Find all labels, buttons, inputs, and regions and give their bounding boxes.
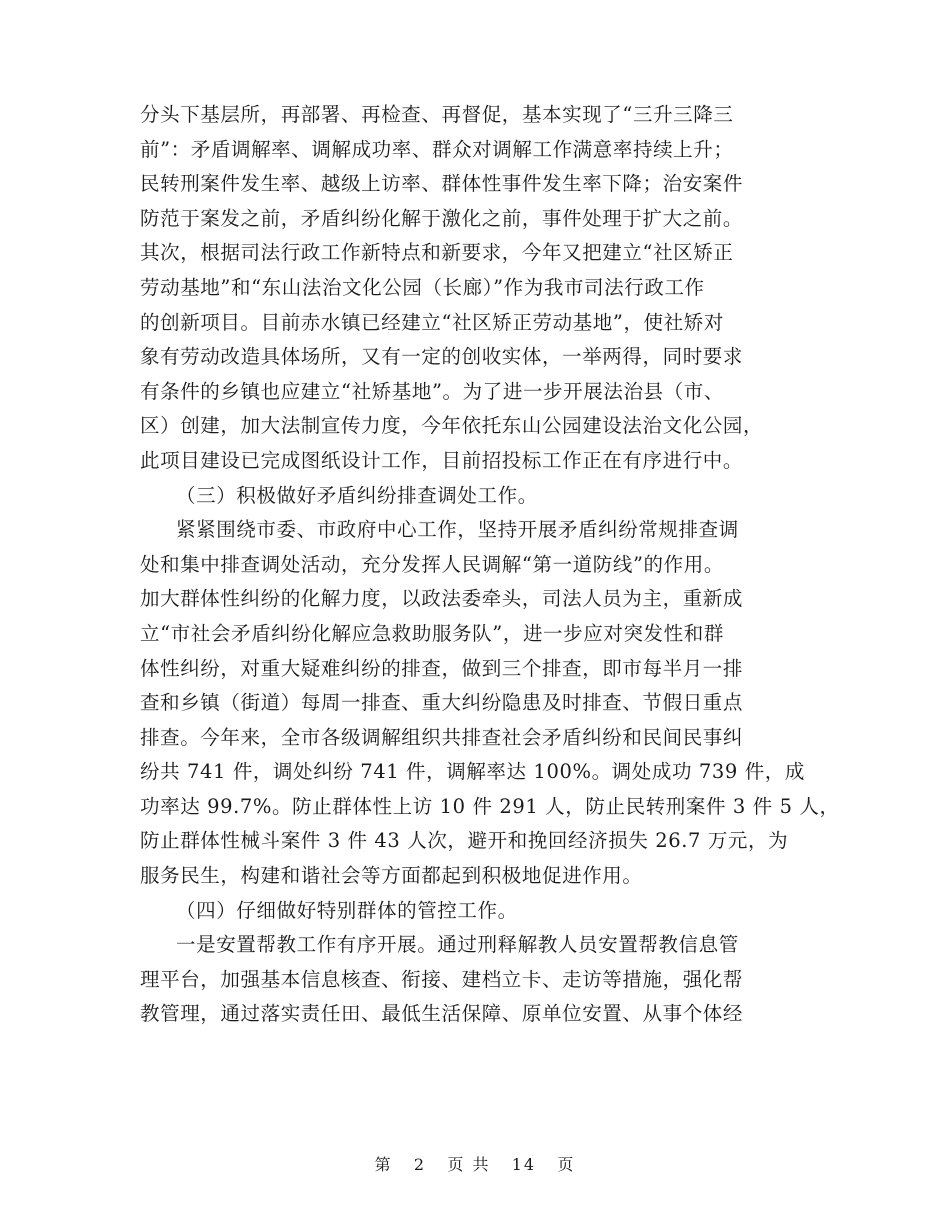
text-line: 服务民生，构建和谐社会等方面都起到积极地促进作用。 [140, 864, 643, 888]
text-line: 加大群体性纠纷的化解力度，以政法委牵头，司法人员为主，重新成 [140, 587, 744, 611]
text-line: 民转刑案件发生率、越级上访率、群体性事件发生率下降；治安案件 [140, 172, 744, 196]
text-line: 查和乡镇（街道）每周一排查、重大纠纷隐患及时排查、节假日重点 [140, 691, 744, 715]
text-line: 象有劳动改造具体场所，又有一定的创收实体，一举两得，同时要求 [140, 345, 744, 369]
page-footer [0, 1152, 950, 1175]
text-line: 前”：矛盾调解率、调解成功率、群众对调解工作满意率持续上升； [140, 137, 734, 161]
text-line: （三）积极做好矛盾纠纷排查调处工作。 [176, 483, 538, 507]
footer-page-number: 2 [413, 1155, 427, 1174]
text-line: 的创新项目。目前赤水镇已经建立“社区矫正劳动基地”，使社矫对 [140, 310, 724, 334]
footer-total-pages: 14 [511, 1155, 537, 1174]
text-line: 防范于案发之前，矛盾纠纷化解于激化之前，事件处理于扩大之前。 [140, 206, 744, 230]
text-line: 一是安置帮教工作有序开展。通过刑释解教人员安置帮教信息管 [176, 933, 739, 957]
text-line: 劳动基地”和“东山法治文化公园（长廊）”作为我市司法行政工作 [140, 275, 705, 299]
text-line: 教管理，通过落实责任田、最低生活保障、原单位安置、从事个体经 [140, 1002, 744, 1026]
text-line: 此项目建设已完成图纸设计工作，目前招投标工作正在有序进行中。 [140, 448, 744, 472]
footer-prefix: 第 [374, 1155, 393, 1174]
text-line: 分头下基层所，再部署、再检查、再督促，基本实现了“三升三降三 [140, 103, 734, 126]
text-line: 体性纠纷，对重大疑难纠纷的排查，做到三个排查，即市每半月一排 [140, 656, 744, 680]
text-line: 防止群体性械斗案件 3 件 43 人次，避开和挽回经济损失 26.7 万元，为 [140, 829, 789, 853]
text-line: 理平台，加强基本信息核查、衔接、建档立卡、走访等措施，强化帮 [140, 967, 744, 991]
document-body [140, 98, 840, 1032]
footer-suffix: 页 [557, 1155, 576, 1174]
text-line: 紧紧围绕市委、市政府中心工作，坚持开展矛盾纠纷常规排查调 [176, 518, 739, 542]
text-line: 处和集中排查调处活动，充分发挥人民调解“第一道防线”的作用。 [140, 552, 724, 576]
text-line: 立“市社会矛盾纠纷化解应急救助服务队”，进一步应对突发性和群 [140, 621, 724, 645]
text-line: （四）仔细做好特别群体的管控工作。 [176, 898, 518, 922]
text-line: 纷共 741 件，调处纠纷 741 件，调解率达 100%。调处成功 739 件，成 [140, 760, 805, 784]
text-line: 区）创建，加大法制宣传力度，今年依托东山公园建设法治文化公园， [140, 414, 764, 438]
footer-middle: 页 共 [447, 1155, 491, 1174]
text-line: 其次，根据司法行政工作新特点和新要求，今年又把建立“社区矫正 [140, 241, 734, 265]
text-line: 排查。今年来，全市各级调解组织共排查社会矛盾纠纷和民间民事纠 [140, 725, 744, 749]
text-line: 功率达 99.7%。防止群体性上访 10 件 291 人，防止民转刑案件 3 件 5 人， [140, 794, 840, 818]
text-line: 有条件的乡镇也应建立“社矫基地”。为了进一步开展法治县（市、 [140, 379, 724, 403]
